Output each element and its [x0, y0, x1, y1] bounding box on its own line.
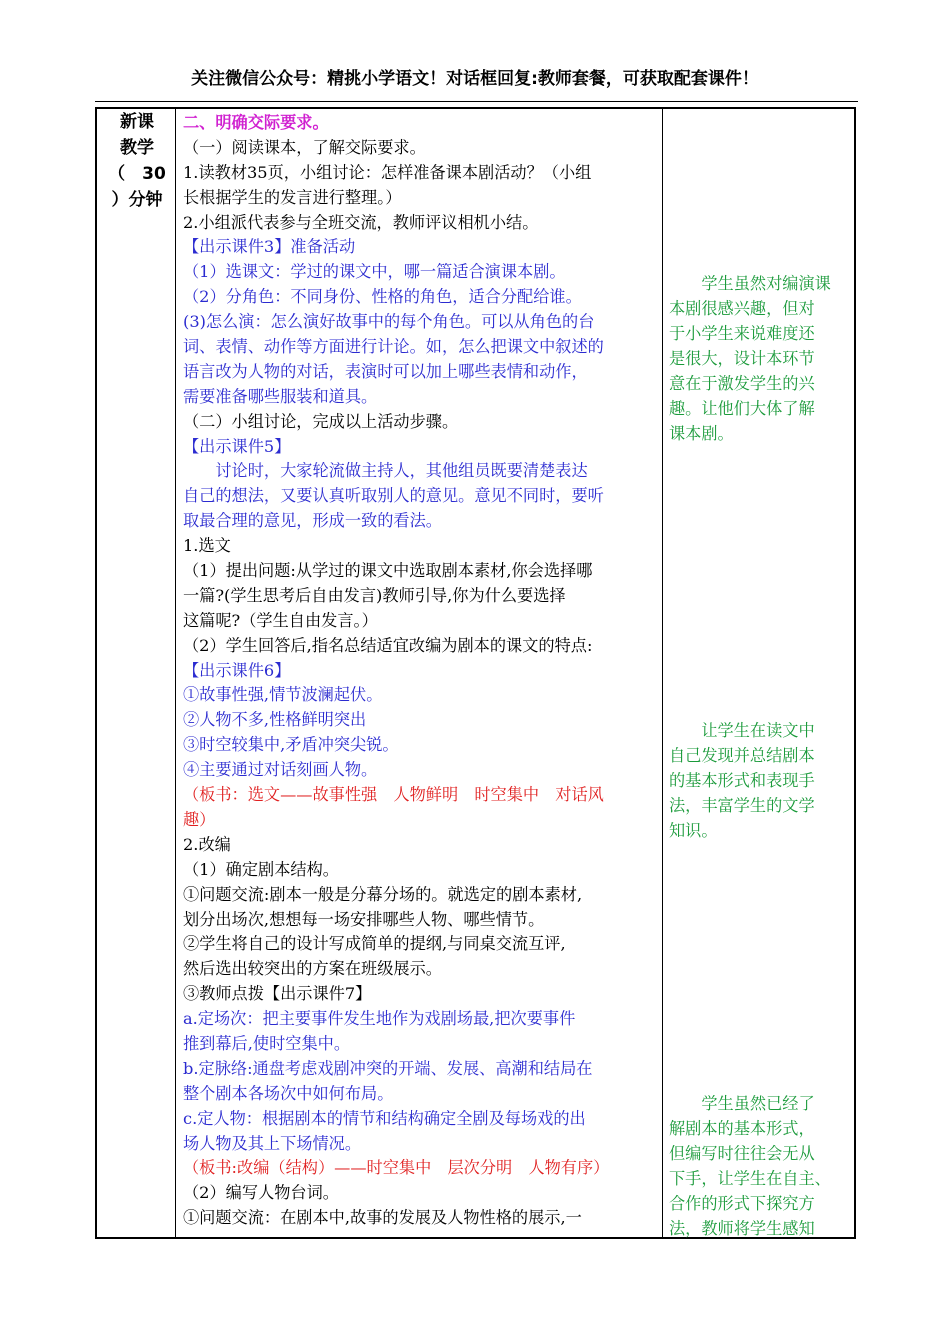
content-line: c.定人物：根据剧本的情节和结构确定全剧及每场戏的出 — [183, 1108, 586, 1128]
content-line: （2）分角色：不同身份、性格的角色，适合分配给谁。 — [183, 287, 582, 307]
content-line: ④主要通过对话刻画人物。 — [183, 760, 378, 780]
content-line: 需要准备哪些服装和道具。 — [183, 386, 378, 406]
content-line: 一篇?(学生思考后自由发言)教师引导,你为什么要选择 — [183, 585, 566, 605]
note-line: 知识。 — [669, 821, 718, 840]
content-line: （二）小组讨论，完成以上活动步骤。 — [183, 411, 459, 431]
column-divider-1 — [175, 109, 176, 1237]
blackboard-note: （板书：选文——故事性强 人物鲜明 时空集中 对话风 — [183, 785, 604, 805]
note-line: 意在于激发学生的兴 — [669, 374, 815, 393]
section-label-line: （ 30 — [108, 164, 166, 184]
teaching-content-cell — [183, 111, 669, 1231]
content-line: 取最合理的意见，形成一致的看法。 — [183, 511, 442, 531]
note-line: 让学生在读文中 — [669, 721, 815, 740]
content-line: 1.读教材35页，小组讨论：怎样准备课本剧活动？（小组 — [183, 162, 592, 182]
note-line: 的基本形式和表现手 — [669, 771, 815, 790]
content-line: ③教师点拨【出示课件7】 — [183, 984, 372, 1004]
content-line: ①问题交流：在剧本中,故事的发展及人物性格的展示,一 — [183, 1208, 582, 1228]
content-line: （2）学生回答后,指名总结适宜改编为剧本的课文的特点: — [183, 635, 593, 655]
section-label-line: 新课 — [120, 112, 154, 132]
courseware-line: 【出示课件3】准备活动 — [183, 237, 356, 257]
note-line: 本剧很感兴趣，但对 — [669, 299, 815, 318]
design-note-3 — [669, 1091, 831, 1241]
content-line: 然后选出较突出的方案在班级展示。 — [183, 959, 442, 979]
note-line: 解剧本的基本形式， — [669, 1119, 815, 1138]
content-line: 这篇呢?（学生自由发言。） — [183, 610, 378, 630]
content-line: 讨论时，大家轮流做主持人，其他组员既要清楚表达 — [183, 461, 588, 481]
note-line: 下手，让学生在自主、 — [669, 1169, 831, 1188]
content-line: 2.小组派代表参与全班交流，教师评议相机小结。 — [183, 212, 539, 232]
content-line: 语言改为人物的对话，表演时可以加上哪些表情和动作， — [183, 361, 588, 381]
content-line: （一）阅读课本，了解交际要求。 — [183, 137, 426, 157]
content-line: （1）选课文：学过的课文中，哪一篇适合演课本剧。 — [183, 262, 566, 282]
content-line: （1）提出问题:从学过的课文中选取剧本素材,你会选择哪 — [183, 561, 593, 581]
content-line: 长根据学生的发言进行整理。） — [183, 187, 402, 207]
note-line: 课本剧。 — [669, 424, 734, 443]
note-line: 趣。让他们大体了解 — [669, 399, 815, 418]
content-heading: 二、明确交际要求。 — [183, 113, 329, 132]
note-line: 法，教师将学生感知 — [669, 1219, 815, 1238]
section-label-line: 教学 — [120, 138, 154, 158]
design-note-1 — [669, 271, 831, 446]
content-line: (3)怎么演：怎么演好故事中的每个角色。可以从角色的台 — [183, 312, 595, 332]
content-line: ③时空较集中,矛盾冲突尖锐。 — [183, 735, 399, 755]
content-line: 场人物及其上下场情况。 — [183, 1133, 362, 1153]
courseware-line: 【出示课件5】 — [183, 436, 291, 456]
note-line: 自己发现并总结剧本 — [669, 746, 815, 765]
content-line: a.定场次：把主要事件发生地作为戏剧场最,把次要事件 — [183, 1009, 576, 1029]
blackboard-note: 趣） — [183, 809, 216, 829]
note-line: 法，丰富学生的文学 — [669, 796, 815, 815]
content-line: 1.选文 — [183, 536, 231, 556]
content-line: 划分出场次,想想每一场安排哪些人物、哪些情节。 — [183, 909, 545, 929]
content-line: b.定脉络:通盘考虑戏剧冲突的开端、发展、高潮和结局在 — [183, 1058, 593, 1078]
content-line: 词、表情、动作等方面进行计论。如，怎么把课文中叙述的 — [183, 337, 604, 357]
content-line: 2.改编 — [183, 834, 231, 854]
content-line: ②人物不多,性格鲜明突出 — [183, 710, 367, 730]
note-line: 但编写时往往会无从 — [669, 1144, 815, 1163]
content-line: 自己的想法，又要认真听取别人的意见。意见不同时，要听 — [183, 486, 604, 506]
page-header: 关注微信公众号：精挑小学语文！对话框回复:教师套餐，可获取配套课件！ — [191, 69, 759, 89]
content-line: （1）确定剧本结构。 — [183, 859, 339, 879]
content-line: ①故事性强,情节波澜起伏。 — [183, 685, 383, 705]
note-line: 学生虽然已经了 — [669, 1094, 815, 1113]
lesson-table — [95, 107, 856, 1239]
content-line: 推到幕后,使时空集中。 — [183, 1033, 351, 1053]
note-line: 是很大，设计本环节 — [669, 349, 815, 368]
content-line: 整个剧本各场次中如何布局。 — [183, 1083, 394, 1103]
note-line: 合作的形式下探究方 — [669, 1194, 815, 1213]
section-label-line: ）分钟 — [111, 190, 163, 210]
section-label-cell — [97, 109, 177, 213]
content-line: （2）编写人物台词。 — [183, 1183, 339, 1203]
content-line: ①问题交流:剧本一般是分幕分场的。就选定的剧本素材, — [183, 884, 583, 904]
note-line: 于小学生来说难度还 — [669, 324, 815, 343]
content-line: ②学生将自己的设计写成简单的提纲,与同桌交流互评, — [183, 934, 566, 954]
header-rule — [95, 101, 858, 102]
courseware-line: 【出示课件6】 — [183, 660, 291, 680]
design-note-2 — [669, 718, 815, 843]
blackboard-note: （板书:改编（结构）——时空集中 层次分明 人物有序） — [183, 1158, 610, 1178]
note-line: 学生虽然对编演课 — [669, 274, 831, 293]
